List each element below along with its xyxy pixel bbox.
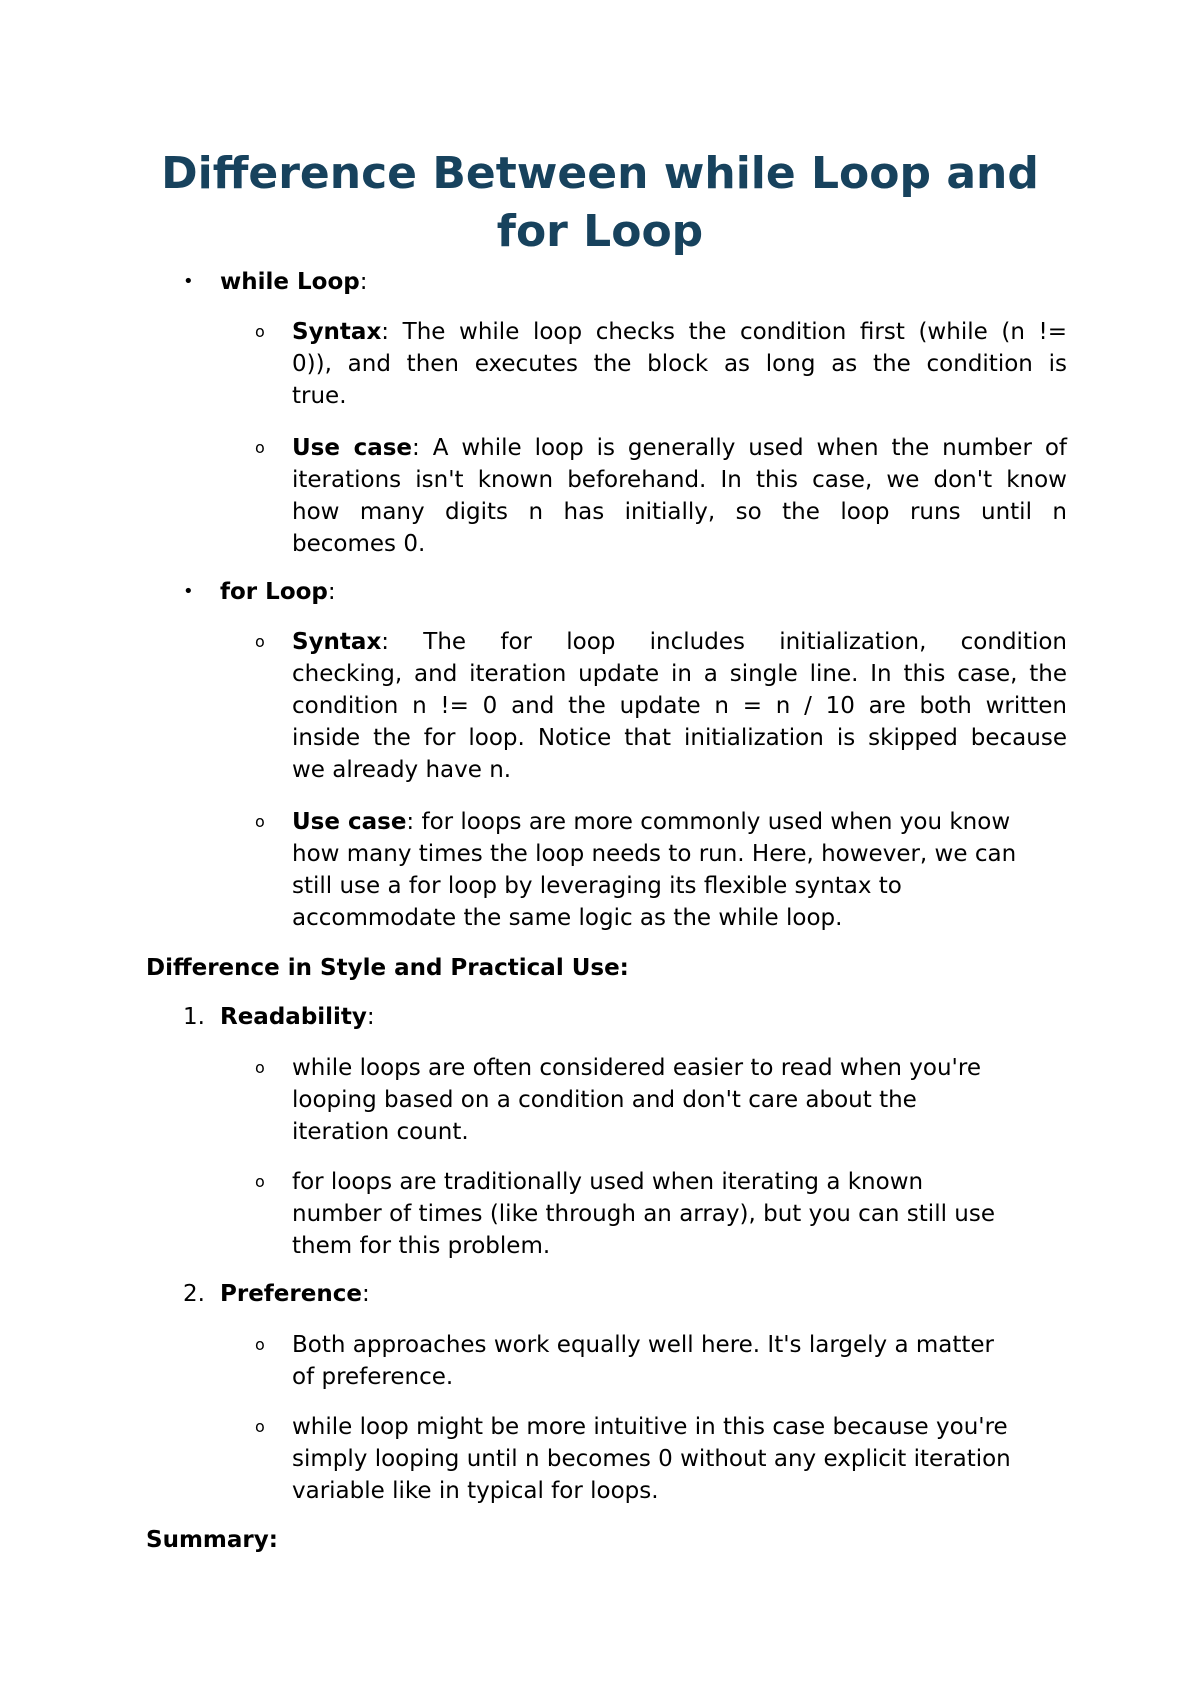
sub-bullet-icon: o [255,438,265,457]
while-usecase-line-1: Use case: A while loop is generally used when the number of [292,435,1067,461]
summary-heading: Summary: [146,1527,278,1553]
sub-bullet-icon: o [255,632,265,651]
readability-heading: Readability: [220,1004,375,1030]
sub-bullet-icon: o [255,812,265,831]
for-usecase-line-2: how many times the loop needs to run. Here, however, we can [292,841,1017,867]
bullet-icon: • [183,271,194,292]
preference-item-1-line-1: Both approaches work equally well here. It's largely a matter [292,1332,994,1358]
readability-item-1-line-2: looping based on a condition and don't care about the [292,1087,917,1113]
for-syntax-line-4: inside the for loop. Notice that initialization is skipped because [292,725,1067,751]
sub-bullet-icon: o [255,1058,265,1077]
while-usecase-line-2: iterations isn't known beforehand. In this case, we don't know [292,467,1067,493]
preference-item-1-line-2: of preference. [292,1364,454,1390]
readability-item-1-line-3: iteration count. [292,1119,469,1145]
preference-heading: Preference: [220,1281,370,1307]
sub-bullet-icon: o [255,1417,265,1436]
for-syntax-line-1: Syntax: The for loop includes initialization, condition [292,629,1067,655]
readability-item-1-line-1: while loops are often considered easier to read when you're [292,1055,981,1081]
bullet-icon: • [183,581,194,602]
while-syntax-line-3: true. [292,383,347,409]
for-syntax-line-3: condition n != 0 and the update n = n / 10 are both written [292,693,1067,719]
page-title: Difference Between while Loop and for Loop [161,148,1039,257]
while-syntax-line-1: Syntax: The while loop checks the condition first (while (n != [292,319,1067,345]
for-usecase-line-4: accommodate the same logic as the while loop. [292,905,843,931]
while-syntax-line-2: 0)), and then executes the block as long as the condition is [292,351,1067,377]
for-syntax-line-2: checking, and iteration update in a single line. In this case, the [292,661,1067,687]
preference-item-2-line-2: simply looping until n becomes 0 without any explicit iteration [292,1446,1011,1472]
readability-item-2-line-1: for loops are traditionally used when iterating a known [292,1169,924,1195]
for-usecase-line-1: Use case: for loops are more commonly used when you know [292,809,1011,835]
list-number: 1. [183,1004,205,1030]
for-loop-heading: for Loop: [220,579,336,605]
sub-bullet-icon: o [255,1172,265,1191]
sub-bullet-icon: o [255,1335,265,1354]
list-number: 2. [183,1281,205,1307]
readability-item-2-line-3: them for this problem. [292,1233,551,1259]
for-syntax-line-5: we already have n. [292,757,512,783]
while-loop-heading: while Loop: [220,269,368,295]
preference-item-2-line-3: variable like in typical for loops. [292,1478,659,1504]
readability-item-2-line-2: number of times (like through an array), but you can still use [292,1201,995,1227]
style-heading: Difference in Style and Practical Use: [146,955,629,981]
preference-item-2-line-1: while loop might be more intuitive in this case because you're [292,1414,1008,1440]
while-usecase-line-4: becomes 0. [292,531,426,557]
while-usecase-line-3: how many digits n has initially, so the loop runs until n [292,499,1067,525]
sub-bullet-icon: o [255,322,265,341]
for-usecase-line-3: still use a for loop by leveraging its flexible syntax to [292,873,902,899]
